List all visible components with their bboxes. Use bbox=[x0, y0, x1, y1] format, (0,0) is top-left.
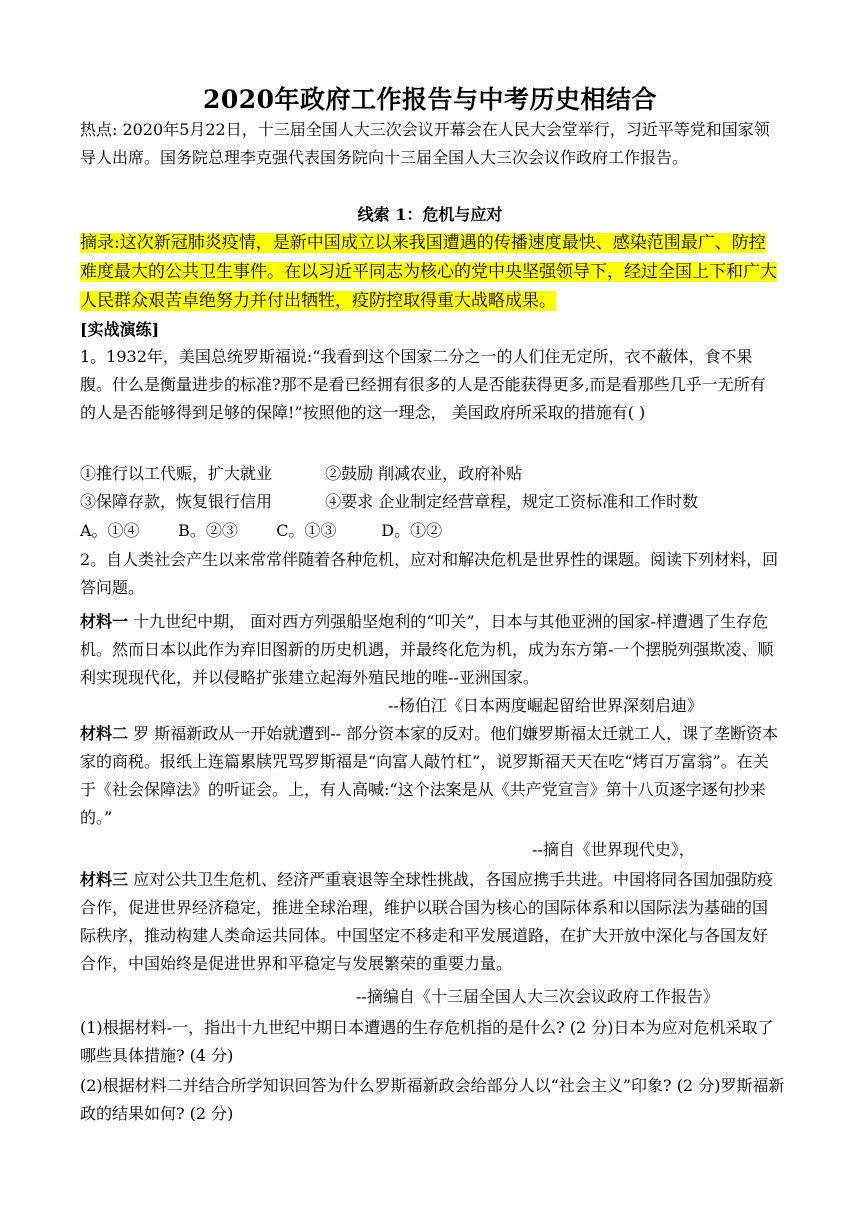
clue-heading: 线索 1：危机与应对 bbox=[357, 205, 503, 224]
choice-a: A。①④ bbox=[80, 521, 140, 540]
page-title: 2020年政府工作报告与中考历史相结合 bbox=[202, 85, 658, 114]
question-1-items-row-2 bbox=[80, 488, 780, 516]
choice-c: C。①③ bbox=[276, 521, 337, 540]
intro-paragraph: 热点: 2020年5月22日，十三届全国人大三次会议开幕会在人民大会堂举行，习近平等党和国家领导人出席。国务院总理李克强代表国务院向十三届全国人大三次会议作政府工作报告。 bbox=[80, 120, 770, 167]
material-3-label: 材料三 bbox=[80, 870, 129, 889]
question-2-stem: 2。自人类社会产生以来常常伴随着各种危机，应对和解决危机是世界性的课题。阅读下列材料，回答问题。 bbox=[80, 550, 779, 597]
material-2-text: 罗 斯福新政从一开始就遭到-- 部分资本家的反对。他们嫌罗斯福太迁就工人，课了垄断资本家的商税。报纸上连篇累牍咒骂罗斯福是“向富人敲竹杠”，说罗斯福天天在吃“烤百万富翁”。在关于《社会保障法》的听证会。上，有人高喊:“这个法案是从《共产党宣言》第十八页逐字逐句抄来的。” bbox=[80, 724, 779, 827]
practice-heading: [实战演练] bbox=[80, 320, 160, 339]
item-1: ①推行以工代赈，扩大就业 bbox=[80, 464, 273, 483]
excerpt-highlight: 摘录:这次新冠肺炎疫情，是新中国成立以来我国遭遇的传播速度最快、感染范围最广、防控难度最大的公共卫生事件。在以习近平同志为核心的党中央坚强领导下，经过全国上下和广大人民群众艰苦卓绝努力并付出牺牲，疫防控取得重大战略成果。 bbox=[80, 233, 777, 311]
material-1-label: 材料一 bbox=[80, 612, 129, 631]
item-3: ③保障存款，恢复银行信用 bbox=[80, 492, 273, 511]
material-3 bbox=[80, 866, 780, 978]
material-3-source: --摘编自《十三届全国人大三次会议政府工作报告》 bbox=[356, 987, 719, 1006]
material-1-source: --杨伯江《日本两度崛起留给世界深刻启迪》 bbox=[388, 696, 703, 715]
item-4: ④要求 企业制定经营章程，规定工资标准和工作时数 bbox=[325, 492, 699, 511]
item-2: ②鼓励 削减农业，政府补贴 bbox=[325, 464, 523, 483]
material-2-source: --摘自《世界现代史》， bbox=[532, 840, 695, 859]
choice-b: B。②③ bbox=[178, 521, 238, 540]
question-1-choices bbox=[80, 517, 780, 545]
sub-question-2: (2)根据材料二并结合所学知识回答为什么罗斯福新政会给部分人以“社会主义”印象? (2 分)罗斯福新政的结果如何? (2 分) bbox=[80, 1076, 785, 1123]
sub-question-1: (1)根据材料-一，指出十九世纪中期日本遭遇的生存危机指的是什么? (2 分)日本为应对危机采取了哪些具体措施? (4 分) bbox=[80, 1018, 774, 1065]
material-1-text: 十九世纪中期， 面对西方列强船坚炮利的“叩关”，日本与其他亚洲的国家-样遭遇了生存危机。然而日本以此作为弃旧图新的历史机遇，并最终化危为机，成为东方第-一个摆脱列强欺凌、顺利实现现代化，并以侵略扩张建立起海外殖民地的唯--亚洲国家。 bbox=[80, 612, 774, 687]
material-3-text: 应对公共卫生危机、经济严重衰退等全球性挑战，各国应携手共进。中国将同各国加强防疫合作，促进世界经济稳定，推进全球治理，维护以联合国为核心的国际体系和以国际法为基础的国际秩序，推动构建人类命运共同体。中国坚定不移走和平发展道路，在扩大开放中深化与各国友好合作，中国始终是促进世界和平稳定与发展繁荣的重要力量。 bbox=[80, 870, 774, 973]
choice-d: D。①② bbox=[381, 521, 443, 540]
question-1-items-row-1 bbox=[80, 460, 780, 488]
material-1 bbox=[80, 608, 780, 692]
question-1-stem: 1。1932年，美国总统罗斯福说:“我看到这个国家二分之一的人们住无定所，衣不蔽体，食不果腹。什么是衡量进步的标准?那不是看已经拥有很多的人是否能获得更多,而是看那些几乎一无所有的人是否能够得到足够的保障!”按照他的这一理念， 美国政府所采取的措施有( ) bbox=[80, 347, 766, 422]
material-2-label: 材料二 bbox=[80, 724, 129, 743]
excerpt-paragraph bbox=[80, 229, 780, 316]
material-2 bbox=[80, 720, 780, 832]
